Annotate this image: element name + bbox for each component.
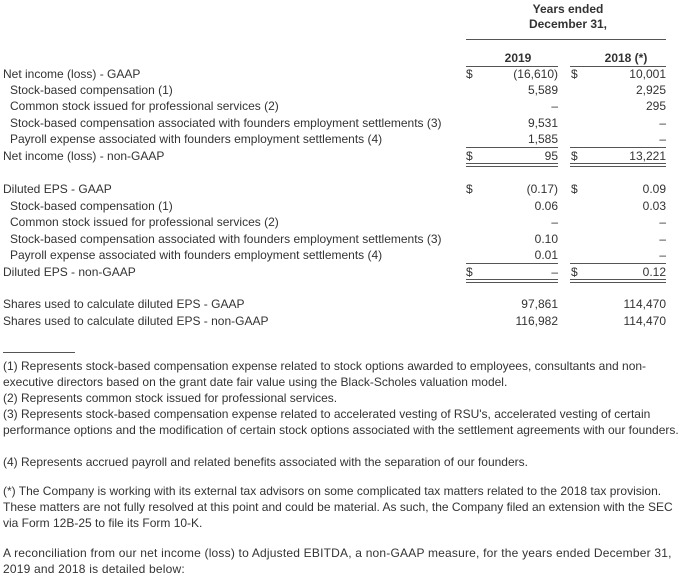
dollar-sign: $ — [466, 67, 473, 81]
row-label: Diluted EPS - non-GAAP — [3, 265, 136, 279]
value-2018: 13,221 — [629, 149, 666, 163]
total-double-rule-2019 — [466, 163, 558, 167]
row-label: Net income (loss) - non-GAAP — [3, 149, 165, 163]
dollar-sign: $ — [466, 149, 473, 163]
value-2018: – — [659, 232, 666, 246]
footnote-1: (1) Represents stock-based compensation expense related to stock options awarded to employees, consultants and non-executive directors based on the grant date fair value using the Black-Scholes valuation model. — [3, 359, 647, 389]
total-double-rule-2018 — [570, 163, 666, 167]
dollar-sign: $ — [466, 265, 473, 279]
row-label: Shares used to calculate diluted EPS - non-GAAP — [3, 314, 269, 328]
col-header-2019: 2019 — [504, 51, 532, 65]
value-2018: 295 — [645, 99, 666, 113]
value-2018: 10,001 — [629, 67, 666, 81]
dollar-sign: $ — [571, 265, 578, 279]
row-label: Stock-based compensation (1) — [10, 199, 173, 213]
period-header-rule — [466, 39, 666, 40]
value-2019: 0.01 — [534, 248, 558, 262]
value-2019: (16,610) — [513, 67, 558, 81]
value-2019: 9,531 — [527, 116, 558, 130]
col-header-2018: 2018 (*) — [604, 51, 648, 65]
footnote-separator — [3, 352, 75, 353]
row-label: Shares used to calculate diluted EPS - GAAP — [3, 297, 245, 311]
reconciliation-intro: A reconciliation from our net income (loss) to Adjusted EBITDA, a non-GAAP measure, for the years ended December 31, 2019 and 2018 is detailed below: — [3, 546, 672, 576]
row-label: Common stock issued for professional services (2) — [10, 215, 279, 229]
row-label: Common stock issued for professional services (2) — [10, 99, 279, 113]
value-2019: 116,982 — [515, 314, 558, 328]
total-double-rule-2019 — [466, 279, 558, 283]
footnote-2: (2) Represents common stock issued for professional services. — [3, 391, 338, 405]
dollar-sign: $ — [571, 182, 578, 196]
value-2019: – — [551, 215, 558, 229]
footnote-3: (3) Represents stock-based compensation expense related to accelerated vesting of RSU's, accelerated vesting of certain performance options and the modification of certain stock options associated with the settlement agreements with our founders. — [3, 407, 679, 437]
value-2018: – — [659, 132, 666, 146]
total-double-rule-2018 — [570, 279, 666, 283]
subtotal-rule-2019 — [466, 263, 558, 264]
value-2018: – — [659, 116, 666, 130]
subtotal-rule-2018 — [570, 147, 666, 148]
period-header-line1: Years ended — [532, 2, 604, 16]
value-2019: 5,589 — [527, 83, 558, 97]
tax-note: (*) The Company is working with its external tax advisors on some complicated tax matters related to the 2018 tax provision. These matters are not fully resolved at this point and could be material. As such, the Company filed an extension with the SEC via Form 12B-25 to file its Form 10-K. — [3, 484, 673, 530]
value-2019: – — [551, 99, 558, 113]
row-label: Payroll expense associated with founders employment settlements (4) — [10, 248, 383, 262]
row-label: Stock-based compensation associated with founders employment settlements (3) — [10, 116, 442, 130]
row-label: Stock-based compensation (1) — [10, 83, 173, 97]
value-2018: 0.03 — [642, 199, 666, 213]
value-2018: 0.09 — [642, 182, 666, 196]
value-2019: 95 — [544, 149, 558, 163]
row-label: Payroll expense associated with founders employment settlements (4) — [10, 132, 383, 146]
value-2019: 97,861 — [521, 297, 558, 311]
value-2019: – — [551, 265, 558, 279]
row-label: Diluted EPS - GAAP — [3, 182, 112, 196]
dollar-sign: $ — [571, 67, 578, 81]
footnote-4: (4) Represents accrued payroll and related benefits associated with the separation of our founders. — [3, 455, 528, 469]
value-2019: (0.17) — [526, 182, 558, 196]
value-2018: – — [659, 215, 666, 229]
value-2018: 114,470 — [623, 314, 666, 328]
row-label: Net income (loss) - GAAP — [3, 67, 141, 81]
value-2019: 1,585 — [527, 132, 558, 146]
value-2018: 0.12 — [642, 265, 666, 279]
subtotal-rule-2019 — [466, 147, 558, 148]
row-label: Stock-based compensation associated with founders employment settlements (3) — [10, 232, 442, 246]
value-2018: 2,925 — [635, 83, 666, 97]
period-header-line2: December 31, — [528, 17, 608, 31]
value-2018: 114,470 — [623, 297, 666, 311]
value-2019: 0.10 — [534, 232, 558, 246]
value-2018: – — [659, 248, 666, 262]
dollar-sign: $ — [571, 149, 578, 163]
subtotal-rule-2018 — [570, 263, 666, 264]
dollar-sign: $ — [466, 182, 473, 196]
value-2019: 0.06 — [534, 199, 558, 213]
